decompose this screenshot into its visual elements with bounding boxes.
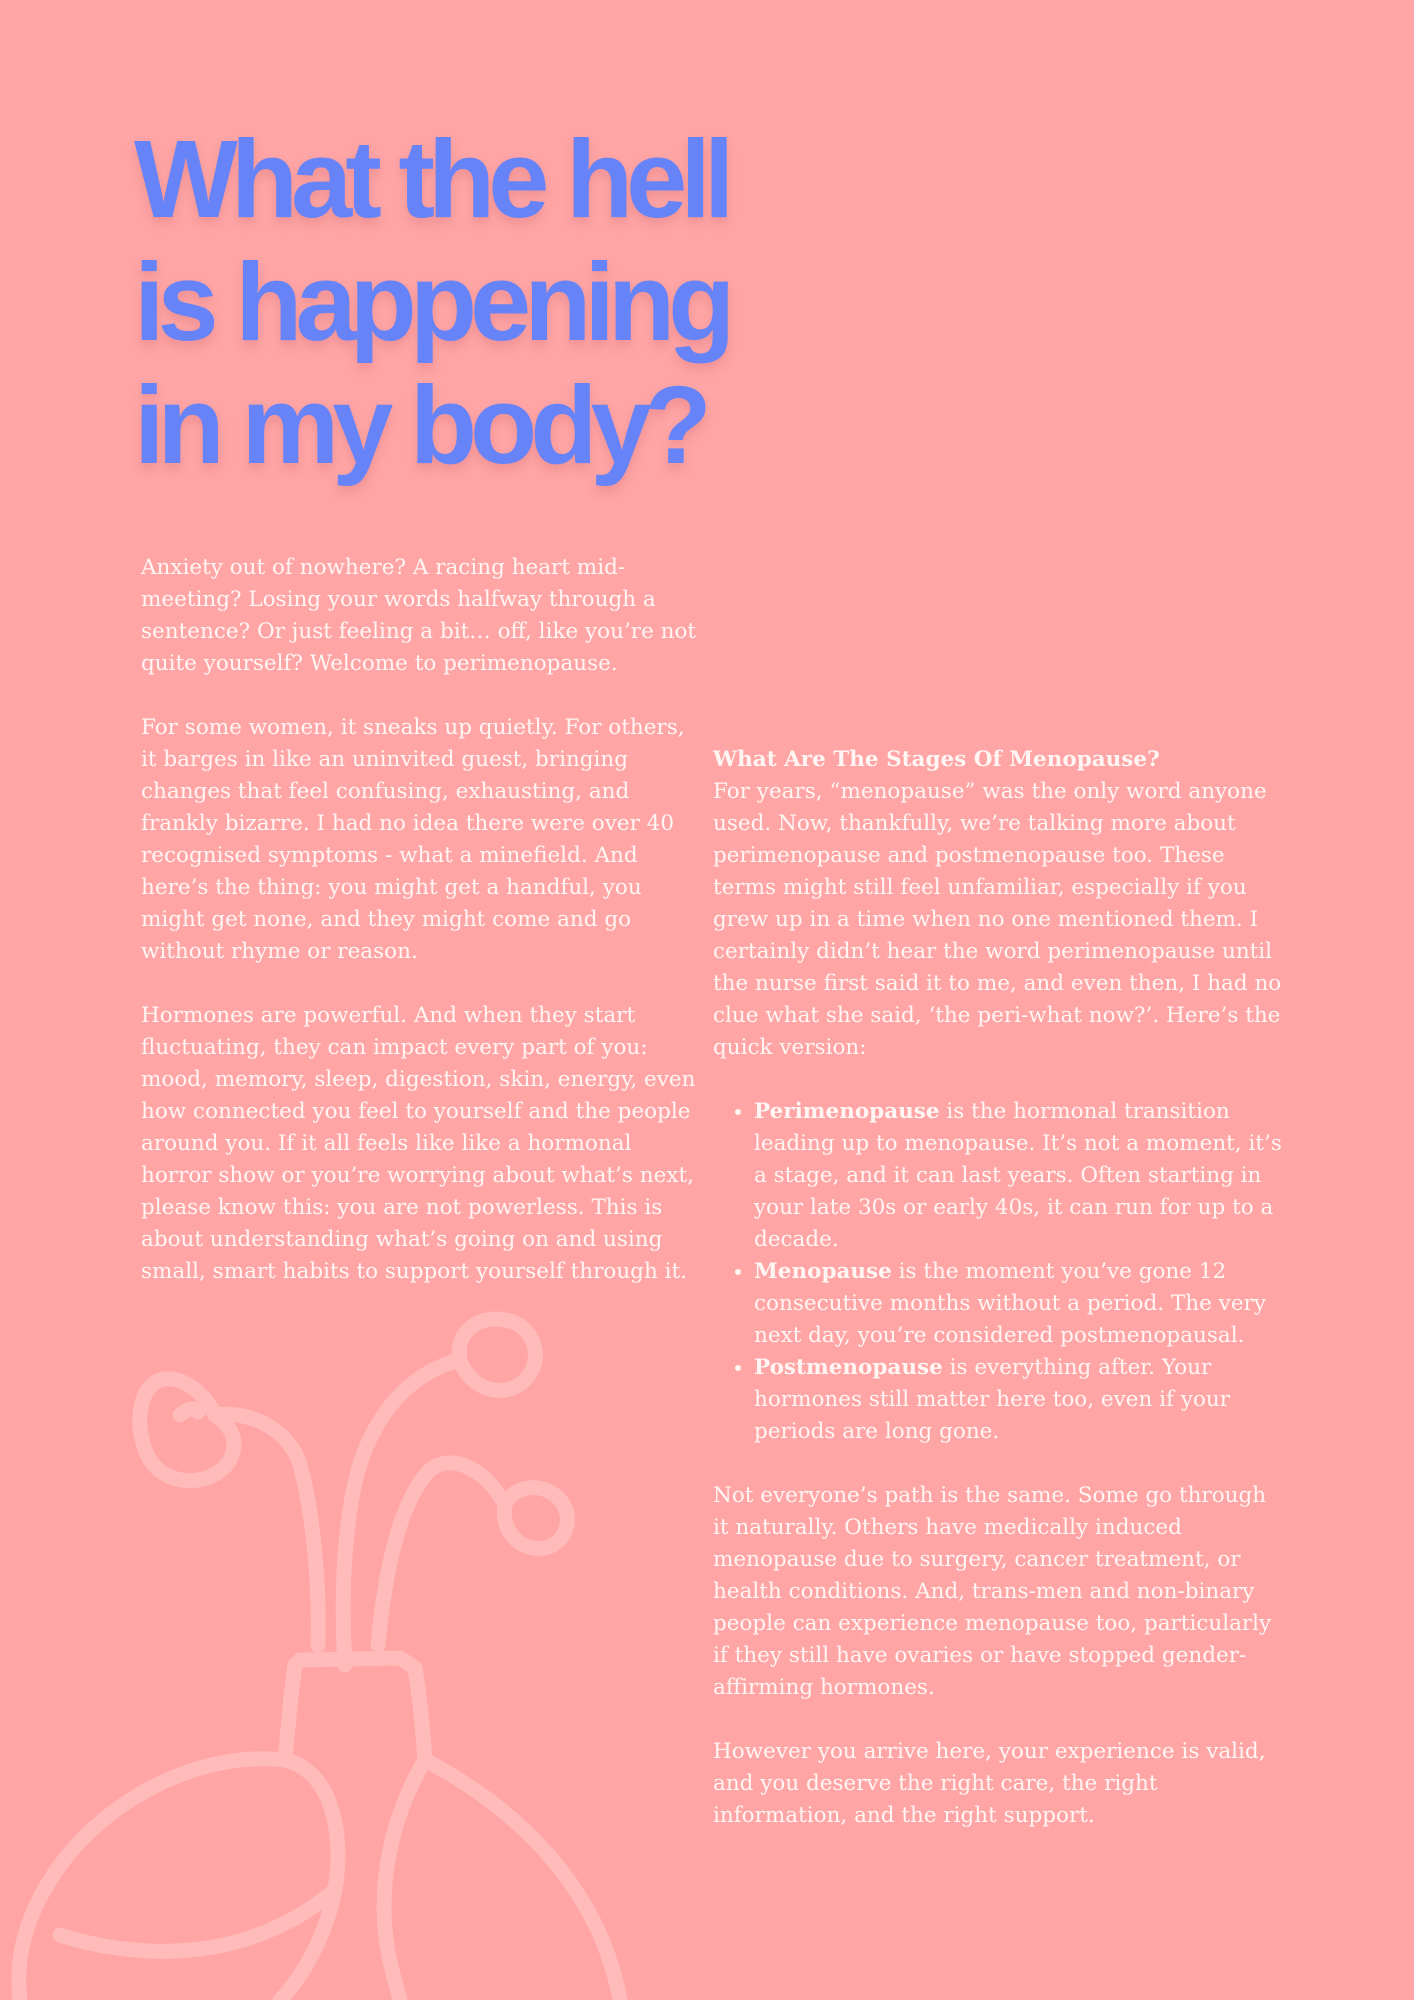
stage-description: is everything after. Your hormones still matter here too, even if your periods are long gone.	[754, 1355, 1231, 1444]
stage-description: is the hormonal transition leading up to menopause. It’s not a moment, it’s a stage, and it can last years. Often starting in your late 30s or early 40s, it can run for up to a decade.	[754, 1099, 1282, 1252]
stages-list	[713, 1096, 1285, 1448]
stage-term: Menopause	[754, 1259, 892, 1284]
title-line-2: is happening	[134, 241, 729, 364]
stage-description: is the moment you’ve gone 12 consecutive months without a period. The very next day, you’re considered postmenopausal.	[754, 1259, 1266, 1348]
stage-term: Perimenopause	[754, 1099, 940, 1124]
hormones-paragraph: Hormones are powerful. And when they start fluctuating, they can impact every part of you: mood, memory, sleep, digestion, skin, energy, even how connected you feel to yourself and the people around you. If it all feels like like a hormonal horror show or you’re worrying about what’s next, please know this: you are not powerless. This is about understanding what’s going on and using small, smart habits to support yourself through it.	[141, 1003, 696, 1284]
right-column	[713, 744, 1285, 1864]
intro-paragraph: Anxiety out of nowhere? A racing heart mid-meeting? Losing your words halfway through a sentence? Or just feeling a bit… off, like you’re not quite yourself? Welcome to perimenopause.	[141, 555, 697, 676]
title-line-3: in my body?	[134, 364, 705, 487]
list-item	[754, 1352, 1285, 1448]
list-item	[754, 1096, 1285, 1256]
page-title	[134, 118, 814, 487]
left-column	[141, 552, 703, 1320]
stages-intro-paragraph: For years, “menopause” was the only word anyone used. Now, thankfully, we’re talking more about perimenopause and postmenopause too. These terms might still feel unfamiliar, especially if you grew up in a time when no one mentioned them. I certainly didn’t hear the word perimenopause until the nurse first said it to me, and even then, I had no clue what she said, ‘the peri-what now?’. Here’s the quick version:	[713, 779, 1282, 1060]
closing-paragraph: However you arrive here, your experience is valid, and you deserve the right care, the right information, and the right support.	[713, 1739, 1266, 1828]
paths-paragraph: Not everyone’s path is the same. Some go through it naturally. Others have medically induced menopause due to surgery, cancer treatment, or health conditions. And, trans-men and non-binary people can experience menopause too, particularly if they still have ovaries or have stopped gender-affirming hormones.	[713, 1483, 1272, 1700]
uterus-flower-doodle-icon	[0, 1290, 660, 2000]
section-heading: What Are The Stages Of Menopause?	[713, 747, 1160, 772]
title-line-1: What the hell	[134, 118, 728, 241]
stage-term: Postmenopause	[754, 1355, 943, 1380]
list-item	[754, 1256, 1285, 1352]
symptoms-paragraph: For some women, it sneaks up quietly. For others, it barges in like an uninvited guest, bringing changes that feel confusing, exhausting, and frankly bizarre. I had no idea there were over 40 recognised symptoms - what a minefield. And here’s the thing: you might get a handful, you might get none, and they might come and go without rhyme or reason.	[141, 715, 685, 964]
